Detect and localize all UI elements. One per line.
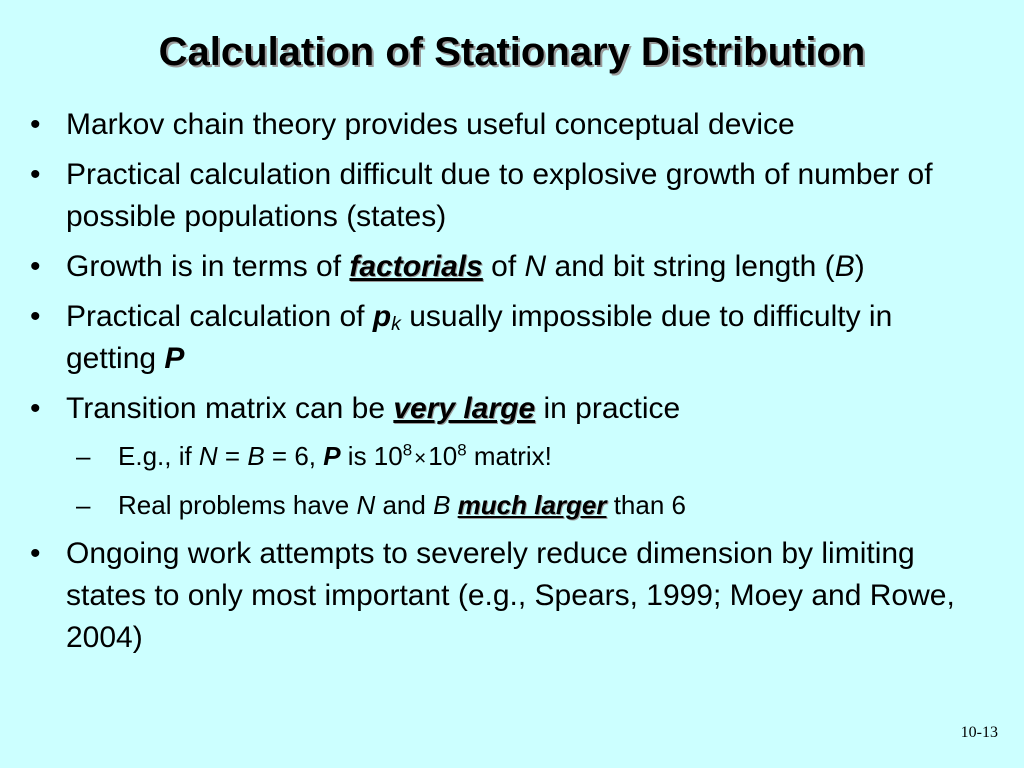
sub-bullet-list bbox=[66, 436, 978, 525]
slide-title: Calculation of Stationary Distribution bbox=[158, 30, 866, 74]
sub-text-part: matrix! bbox=[466, 441, 552, 471]
bullet-marker: • bbox=[30, 158, 41, 191]
bullet-text-part: usually impossible due to difficulty in getting bbox=[66, 300, 893, 375]
sub-text-part: is 10 bbox=[340, 441, 403, 471]
bullet-text-part: ) bbox=[854, 250, 865, 283]
exponent: 8 bbox=[457, 440, 467, 460]
variable-matrix-p: P bbox=[164, 342, 185, 375]
sub-text-part: 10 bbox=[428, 441, 458, 471]
bullet-item-growth bbox=[28, 246, 978, 288]
variable-n: N bbox=[524, 250, 547, 283]
bullet-marker: • bbox=[30, 300, 41, 333]
bullet-marker: • bbox=[30, 537, 41, 570]
sub-text-part: than 6 bbox=[606, 490, 686, 520]
variable-b: B bbox=[433, 490, 451, 520]
bullet-list bbox=[28, 104, 978, 667]
emphasis-much-larger: much larger bbox=[457, 490, 607, 520]
bullet-text-part: Growth is in terms of bbox=[66, 250, 350, 283]
bullet-item-transition-matrix bbox=[28, 388, 978, 525]
subscript-k: k bbox=[391, 312, 401, 335]
sub-text-part: Real problems have bbox=[118, 490, 357, 520]
sub-text-part: E.g., if bbox=[118, 441, 199, 471]
times-symbol: × bbox=[414, 447, 427, 470]
page-number: 10-13 bbox=[960, 724, 998, 741]
variable-b: B bbox=[247, 441, 265, 471]
bullet-text-part: Transition matrix can be bbox=[66, 392, 394, 425]
dash-marker: – bbox=[76, 490, 91, 520]
bullet-text: Practical calculation difficult due to explosive growth of number of possible populations (states) bbox=[66, 158, 933, 233]
dash-marker: – bbox=[76, 441, 91, 471]
variable-n: N bbox=[198, 441, 218, 471]
bullet-item-pk bbox=[28, 296, 978, 380]
bullet-text-part: in practice bbox=[535, 392, 681, 425]
bullet-text: Ongoing work attempts to severely reduce dimension by limiting states to only most important (e.g., Spears, 1999; Moey and Rowe, 2004) bbox=[66, 537, 955, 654]
bullet-marker: • bbox=[30, 392, 41, 425]
sub-text-part: and bbox=[375, 490, 434, 520]
bullet-text-part: of bbox=[482, 250, 525, 283]
sub-bullet-real-problems bbox=[66, 485, 978, 525]
sub-text-part: = 6, bbox=[264, 441, 324, 471]
bullet-marker: • bbox=[30, 250, 41, 283]
variable-b: B bbox=[834, 250, 855, 283]
emphasis-very-large: very large bbox=[393, 392, 536, 425]
variable-p: p bbox=[372, 300, 392, 333]
bullet-marker: • bbox=[30, 108, 41, 141]
sub-text-part: = bbox=[217, 441, 248, 471]
sub-bullet-example bbox=[66, 436, 978, 479]
bullet-text-part: and bit string length ( bbox=[546, 250, 835, 283]
variable-n: N bbox=[356, 490, 376, 520]
bullet-item-markov bbox=[28, 104, 978, 146]
bullet-text: Markov chain theory provides useful conceptual device bbox=[66, 108, 795, 141]
variable-matrix-p: P bbox=[323, 441, 341, 471]
exponent: 8 bbox=[402, 440, 413, 460]
bullet-item-practical-calculation bbox=[28, 154, 978, 238]
emphasis-factorials: factorials bbox=[349, 250, 483, 283]
sub-text-part bbox=[450, 490, 457, 520]
bullet-item-ongoing-work bbox=[28, 533, 978, 659]
bullet-text-part: Practical calculation of bbox=[66, 300, 373, 333]
